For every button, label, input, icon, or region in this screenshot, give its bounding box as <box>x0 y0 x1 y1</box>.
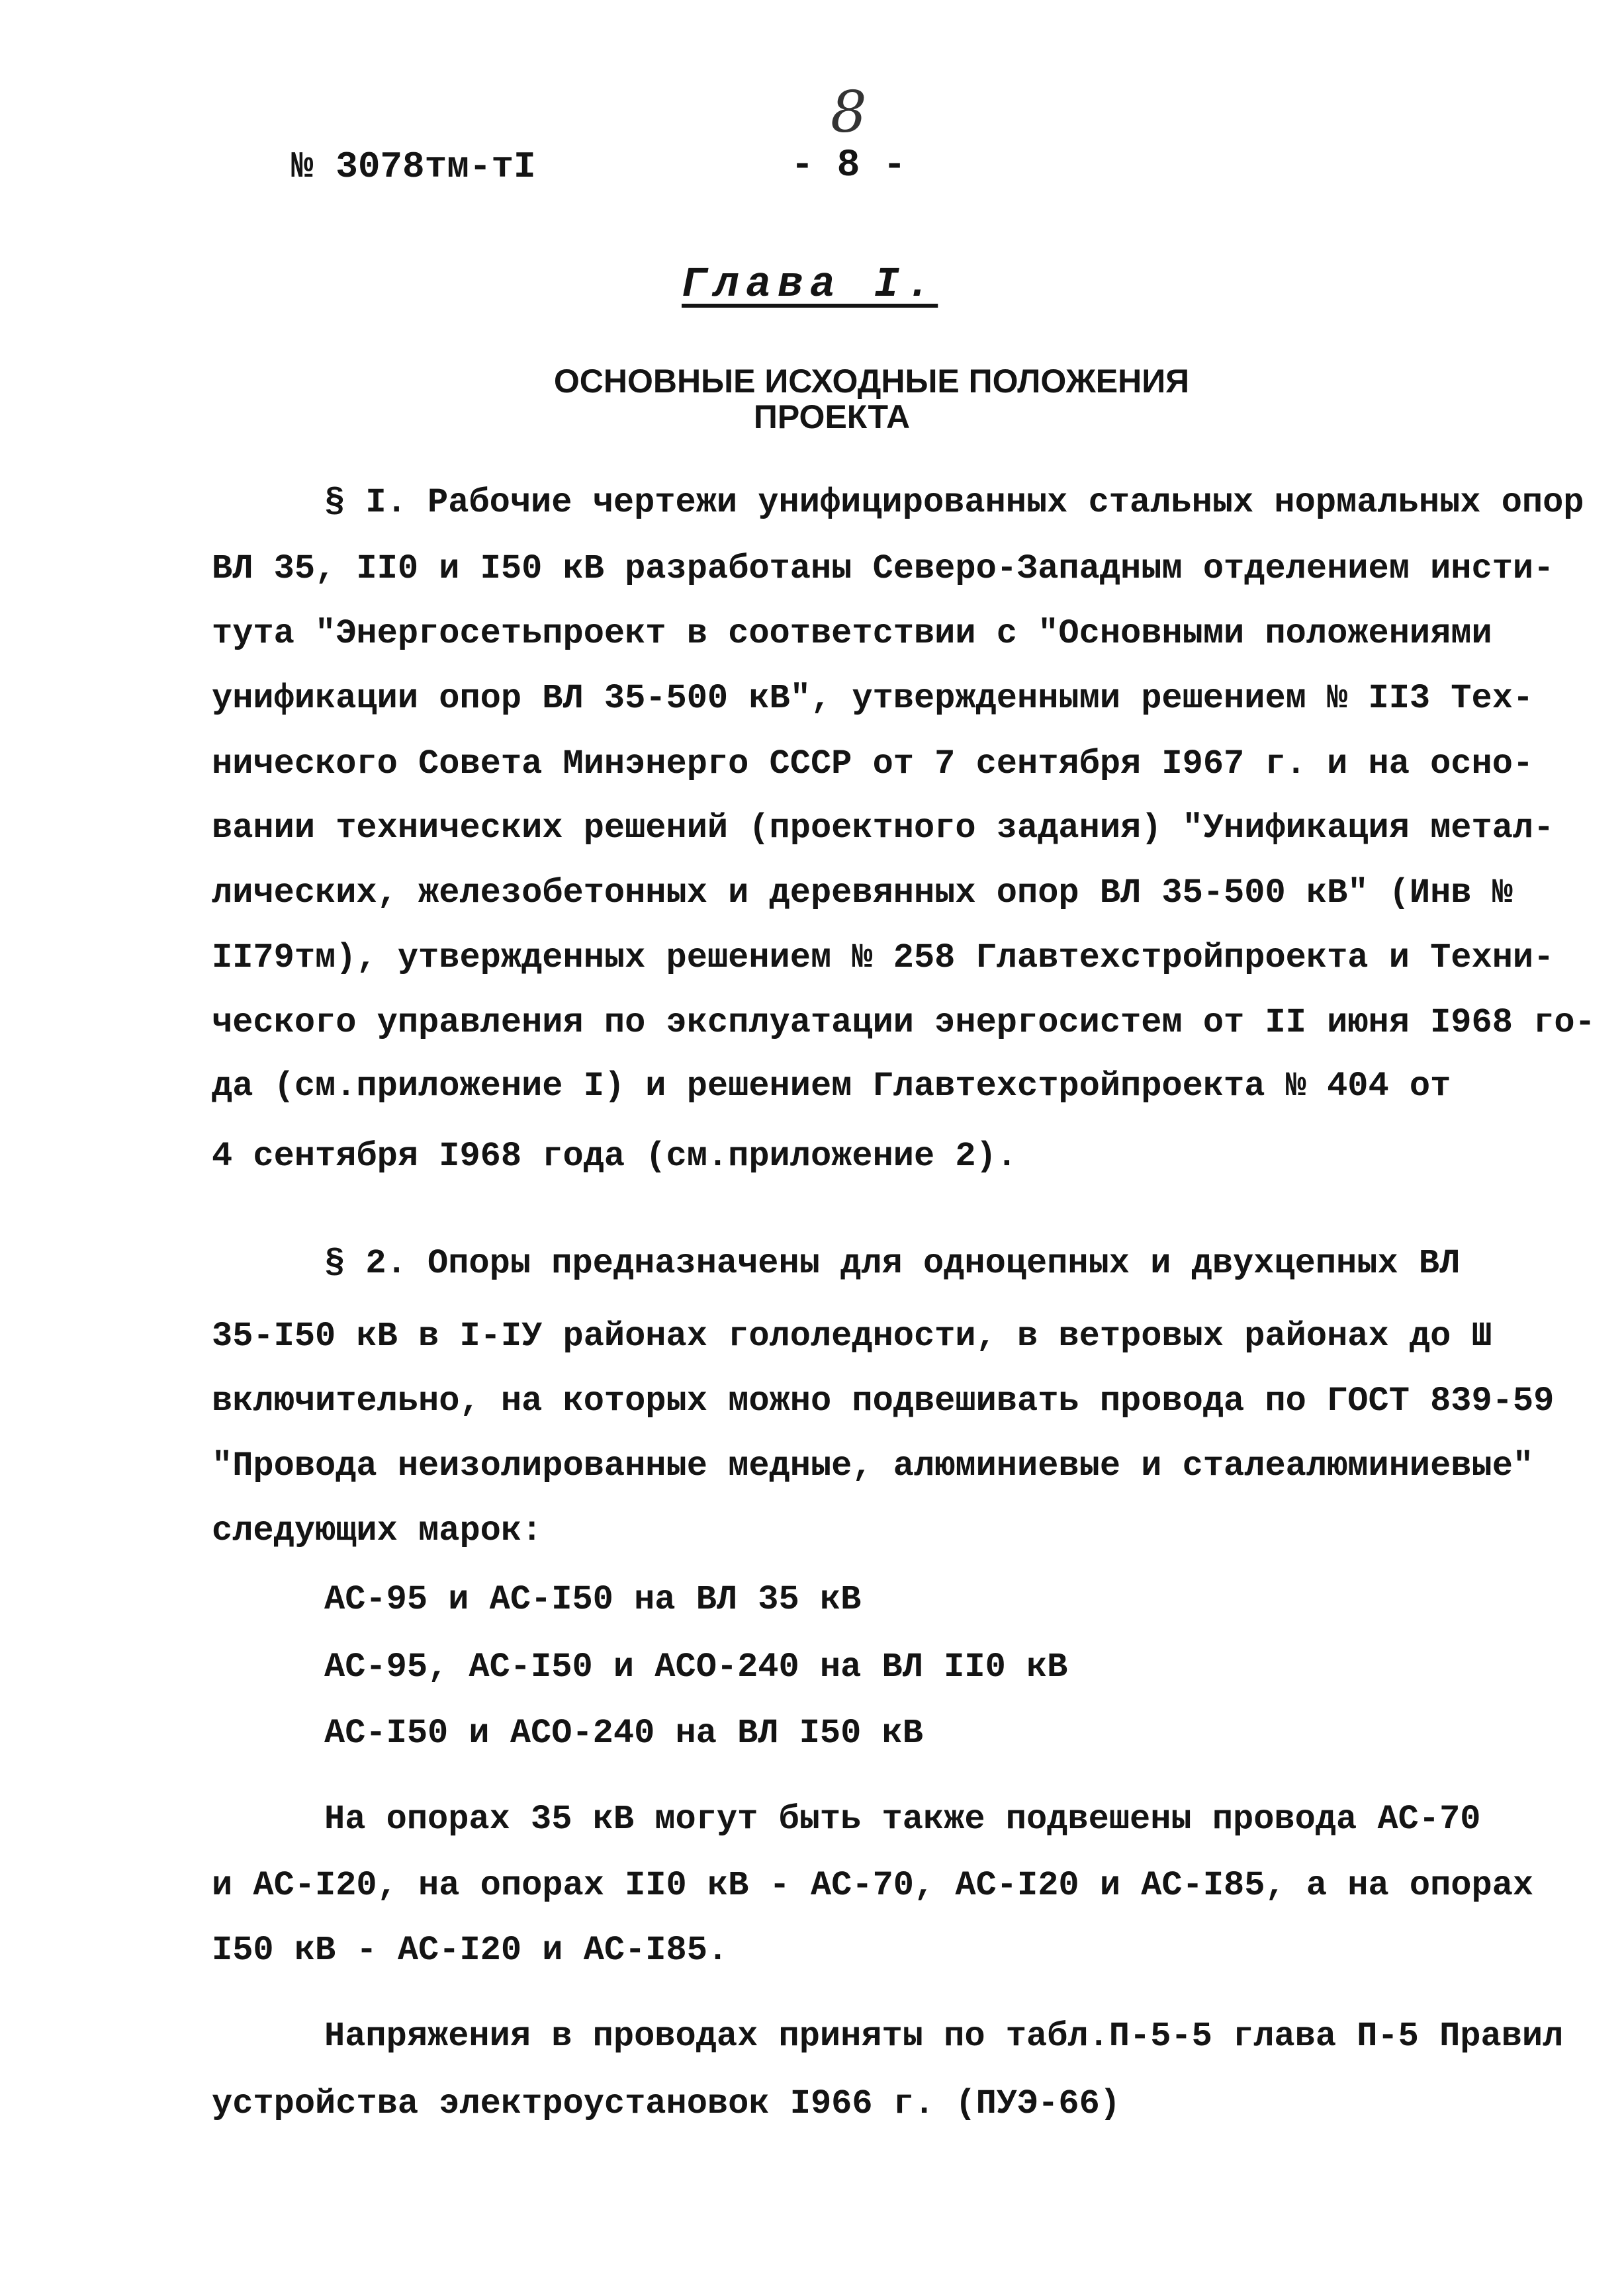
paragraph-1-line: лических, железобетонных и деревянных опор ВЛ 35-500 кВ" (Инв № <box>212 873 1513 912</box>
paragraph-3-line: и АС-I20, на опорах II0 кВ - АС-70, АС-I20 и АС-I85, а на опорах <box>212 1866 1534 1905</box>
paragraph-2-line: включительно, на которых можно подвешивать провода по ГОСТ 839-59 <box>212 1382 1555 1421</box>
wire-list-item: АС-95, АС-I50 и АСО-240 на ВЛ II0 кВ <box>324 1648 1068 1687</box>
paragraph-1-line: II79тм), утвержденных решением № 258 Главтехстройпроекта и Техни- <box>212 938 1555 977</box>
paragraph-2-line: "Провода неизолированные медные, алюминиевые и сталеалюминиевые" <box>212 1446 1534 1485</box>
paragraph-1-line: нического Совета Минэнерго СССР от 7 сентября I967 г. и на осно- <box>212 744 1534 783</box>
paragraph-1-line: ВЛ 35, II0 и I50 кВ разработаны Северо-Западным отделением инсти- <box>212 549 1555 588</box>
paragraph-2-line: следующих марок: <box>212 1511 543 1550</box>
paragraph-4-line: устройства электроустановок I966 г. (ПУЭ-66) <box>212 2084 1121 2123</box>
paragraph-2-line: 35-I50 кВ в I-IУ районах гололедности, в ветровых районах до Ш <box>212 1317 1492 1356</box>
paragraph-1-line: ческого управления по эксплуатации энергосистем от II июня I968 го- <box>212 1003 1596 1042</box>
handwritten-page-number: 8 <box>831 79 867 146</box>
paragraph-3-line: I50 кВ - АС-I20 и АС-I85. <box>212 1931 729 1970</box>
paragraph-2-line: § 2. Опоры предназначены для одноцепных и двухцепных ВЛ <box>324 1244 1461 1283</box>
paragraph-1-line: вании технических решений (проектного задания) "Унификация метал- <box>212 809 1555 848</box>
section-heading-line-2: ПРОЕКТА <box>753 398 911 435</box>
paragraph-4-line: Напряжения в проводах приняты по табл.П-5-5 глава П-5 Правил <box>324 2017 1564 2056</box>
paragraph-1-line: да (см.приложение I) и решением Главтехстройпроекта № 404 от <box>212 1067 1451 1106</box>
wire-list-item: АС-I50 и АСО-240 на ВЛ I50 кВ <box>324 1714 923 1753</box>
paragraph-3-line: На опорах 35 кВ могут быть также подвешены провода АС-70 <box>324 1800 1481 1839</box>
section-heading-line-1: ОСНОВНЫЕ ИСХОДНЫЕ ПОЛОЖЕНИЯ <box>553 363 1190 400</box>
paragraph-1-line: тута "Энергосетьпроект в соответствии с "Основными положениями <box>212 614 1492 653</box>
paragraph-1-line: 4 сентября I968 года (см.приложение 2). <box>212 1137 1017 1176</box>
page-number: - 8 - <box>791 144 907 187</box>
paragraph-1-line: § I. Рабочие чертежи унифицированных стальных нормальных опор <box>324 483 1584 522</box>
document-code: № 3078тм-тI <box>291 146 536 188</box>
chapter-title: Глава I. <box>682 261 938 309</box>
wire-list-item: АС-95 и АС-I50 на ВЛ 35 кВ <box>324 1580 862 1619</box>
paragraph-1-line: унификации опор ВЛ 35-500 кВ", утвержденными решением № II3 Тех- <box>212 679 1534 718</box>
